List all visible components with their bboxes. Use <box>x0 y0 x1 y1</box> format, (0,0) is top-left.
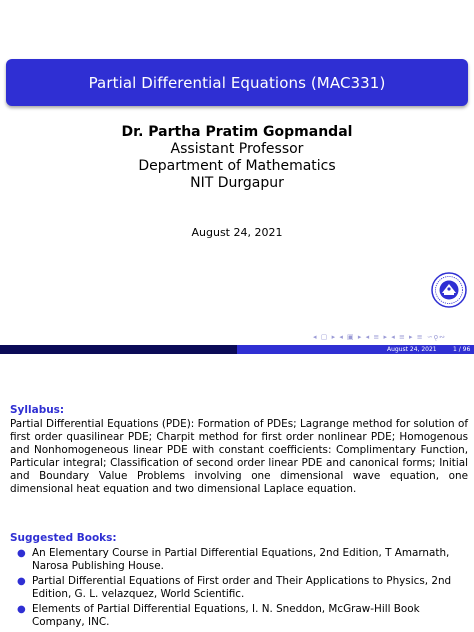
bullet-icon: ● <box>17 604 26 615</box>
author-position: Assistant Professor <box>170 141 304 157</box>
footer-left-bar <box>0 345 237 354</box>
institute-seal-icon <box>431 272 467 308</box>
slide-title: Partial Differential Equations (MAC331) <box>88 73 386 92</box>
author-block <box>0 124 474 192</box>
book-title: Partial Differential Equations of First order and Their Applications to Physics, 2nd Edition, G. L. velazquez, World Scientific. <box>32 575 452 600</box>
list-item <box>14 547 468 573</box>
beamer-navigation[interactable]: ◂ ▢ ▸ ◂ ▣ ▸ ◂ ≡ ▸ ◂ ≡ ▸ ≡ ∽ǫ∾ <box>313 333 446 341</box>
book-title: An Elementary Course in Partial Differential Equations, 2nd Edition, T Amarnath, Narosa Publishing House. <box>32 547 450 572</box>
books-heading: Suggested Books: <box>10 532 117 544</box>
footer-right-bar <box>237 345 474 354</box>
page-indicator: 1 / 96 <box>453 346 471 353</box>
books-list <box>14 547 468 631</box>
syllabus-text: Partial Differential Equations (PDE): Formation of PDEs; Lagrange method for solution of first order quasilinear PDE; Charpit method for first order nonlinear PDE; Homogenous and Nonhomogeneous linear PDE with constant coefficients: Complimentary Function, Particular integral; Classification of second order linear PDE and canonical forms; Initial and Boundary Value Problems involving one dimensional wave equation, one dimensional heat equation and two dimensional Laplace equation. <box>10 418 468 495</box>
author-institute: NIT Durgapur <box>190 175 284 191</box>
slide-date: August 24, 2021 <box>191 226 283 239</box>
footer-date: August 24, 2021 <box>387 346 437 353</box>
list-item <box>14 575 468 601</box>
bullet-icon: ● <box>17 548 26 559</box>
author-name: Dr. Partha Pratim Gopmandal <box>121 124 353 140</box>
slide-footer <box>0 345 474 354</box>
syllabus-heading: Syllabus: <box>10 404 65 416</box>
book-title: Elements of Partial Differential Equations, I. N. Sneddon, McGraw-Hill Book Company, INC. <box>32 603 420 628</box>
title-bar <box>6 59 468 106</box>
bullet-icon: ● <box>17 576 26 587</box>
list-item <box>14 603 468 629</box>
author-department: Department of Mathematics <box>138 158 336 174</box>
